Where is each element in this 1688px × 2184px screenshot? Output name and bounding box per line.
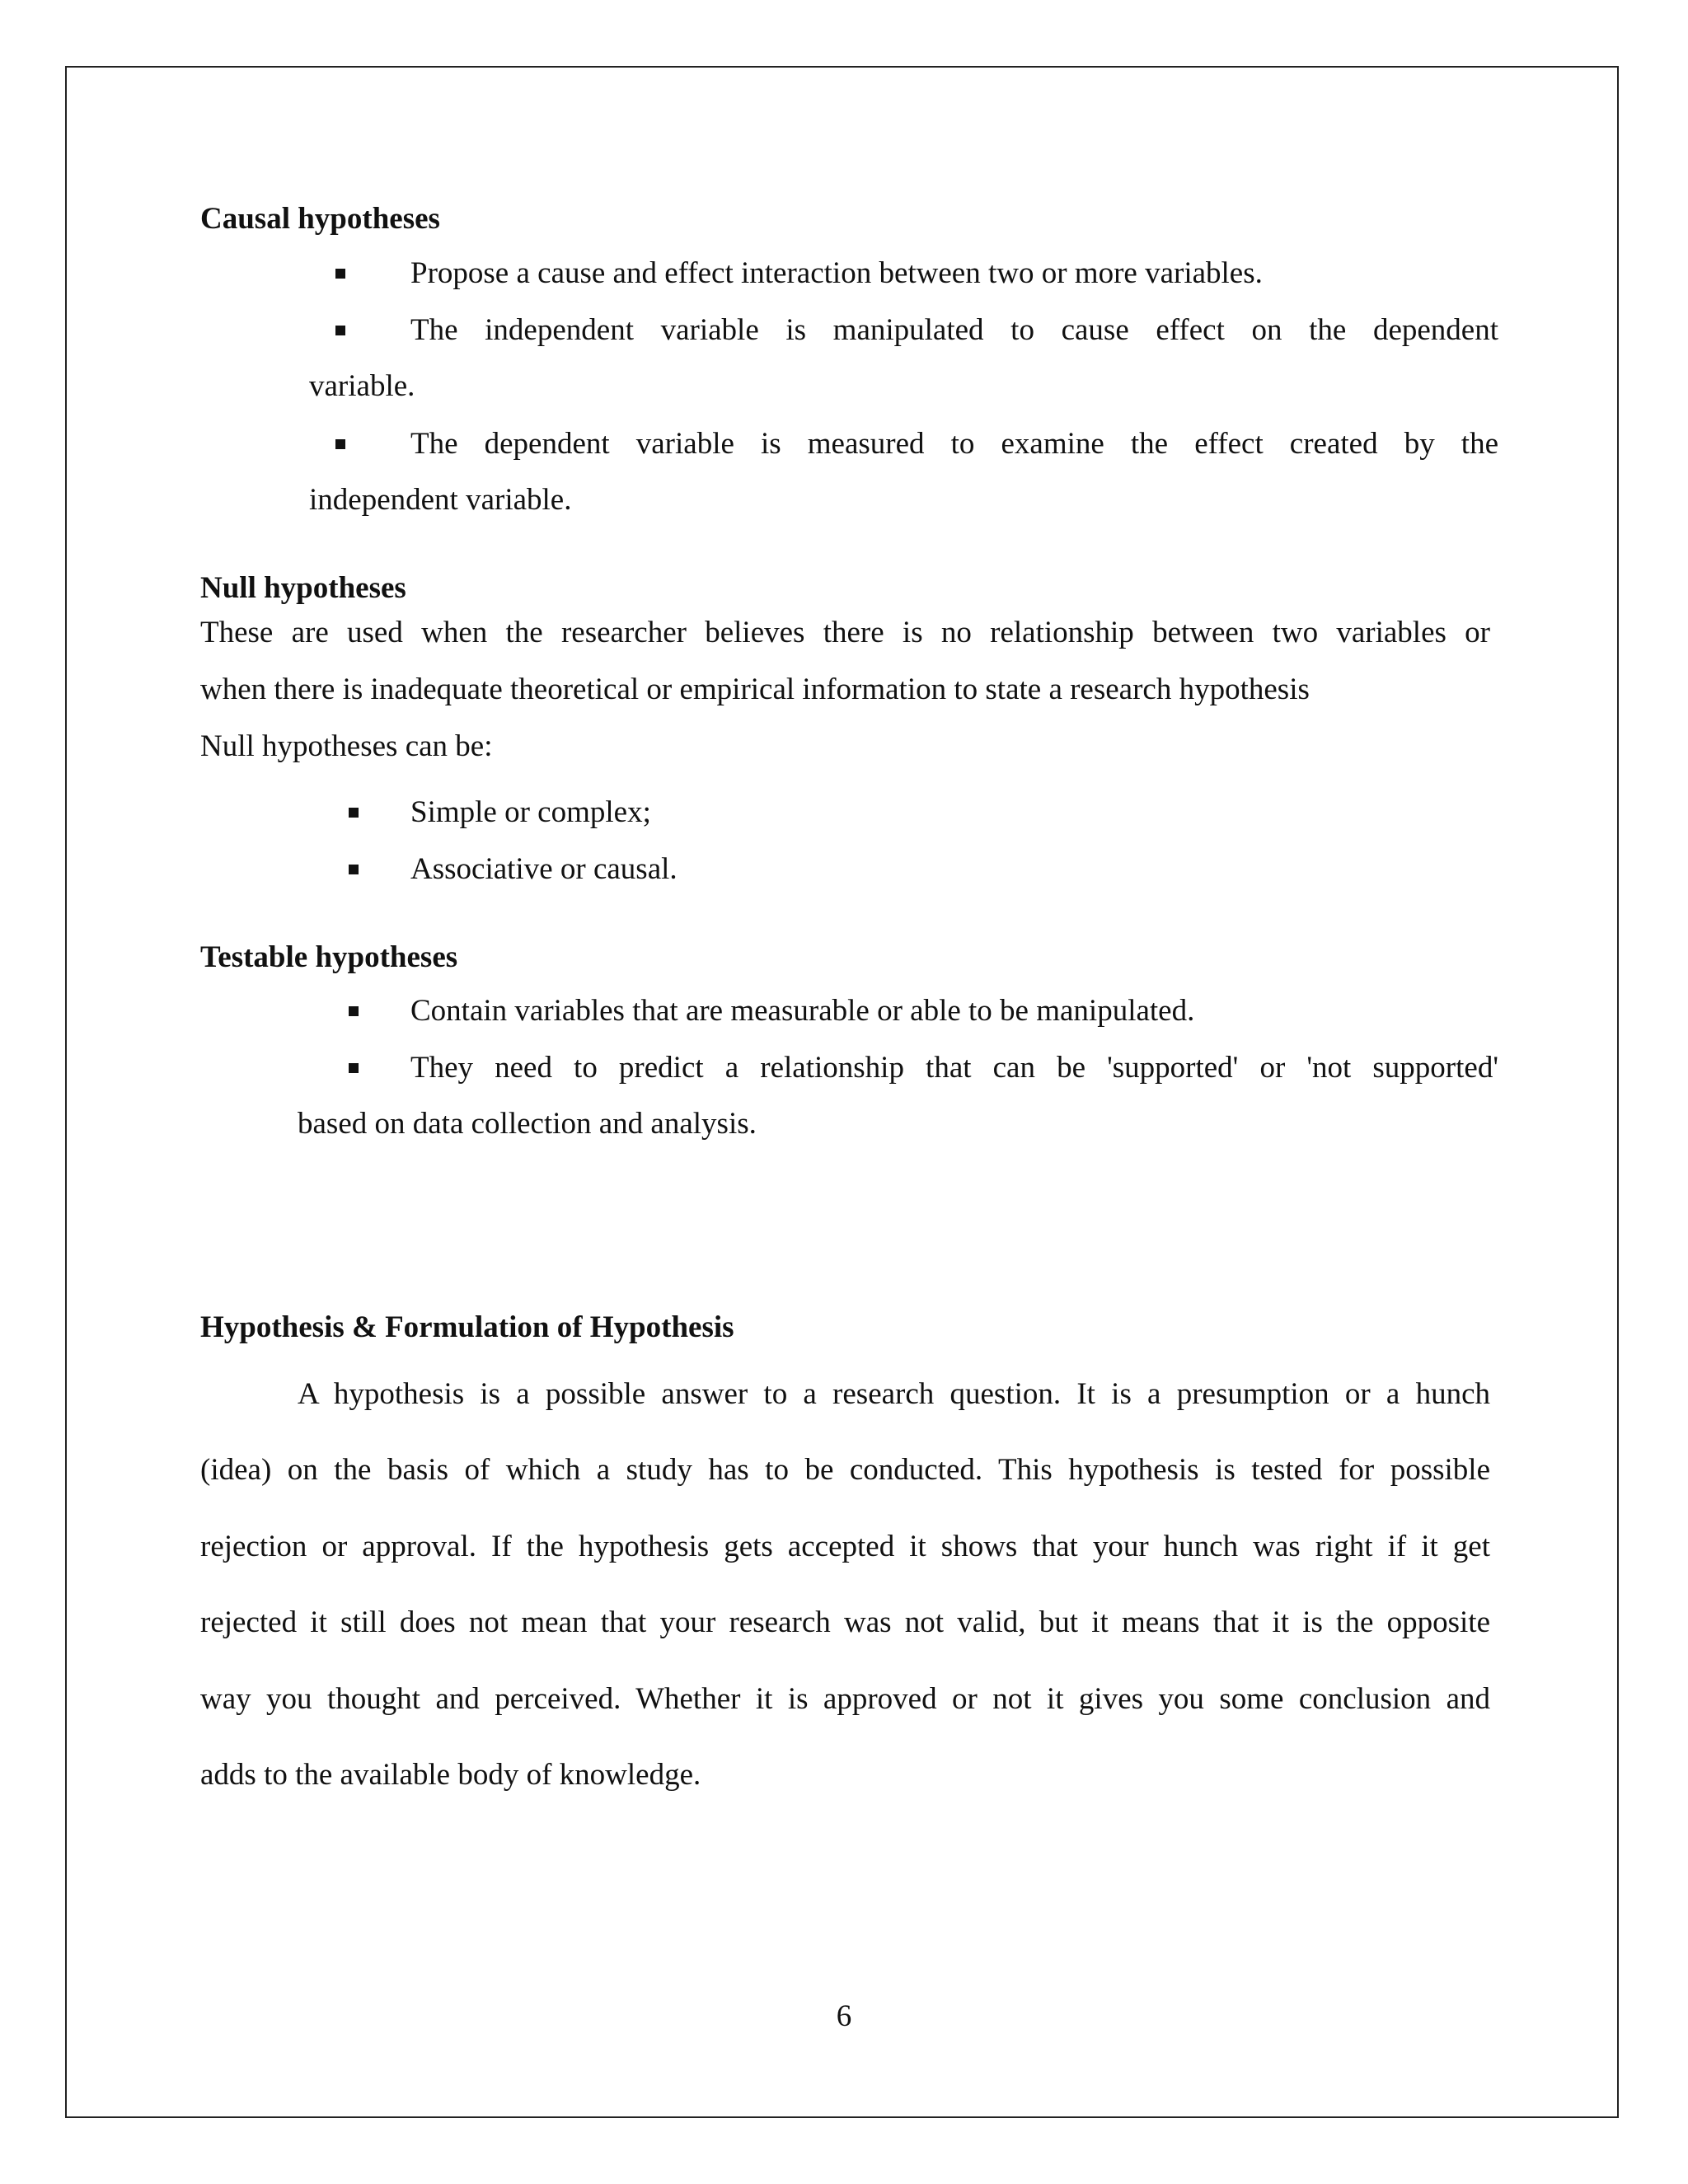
null-bullet-1 bbox=[200, 785, 1490, 841]
bullet-marker bbox=[349, 1063, 359, 1073]
bullet-marker bbox=[335, 326, 345, 335]
null-heading: Null hypotheses bbox=[200, 571, 406, 605]
null-bullet-1-text: Simple or complex; bbox=[410, 795, 651, 829]
testable-heading: Testable hypotheses bbox=[200, 940, 458, 974]
testable-bullet-2 bbox=[200, 1040, 1498, 1152]
causal-bullet-3 bbox=[200, 416, 1498, 528]
bullet-marker bbox=[349, 1006, 359, 1016]
causal-bullet-3-text: The dependent variable is measured to examine the effect created by the bbox=[410, 427, 1498, 461]
testable-bullet-2-wrap: based on data collection and analysis. bbox=[298, 1107, 757, 1141]
testable-bullet-1 bbox=[200, 983, 1490, 1039]
null-bullet-2-text: Associative or causal. bbox=[410, 852, 678, 886]
causal-bullet-3-wrap: independent variable. bbox=[309, 483, 572, 517]
bullet-marker bbox=[335, 439, 345, 449]
bullet-marker bbox=[335, 269, 345, 279]
null-paragraph-line: when there is inadequate theoretical or empirical information to state a research hypothesis bbox=[200, 673, 1310, 706]
formulation-paragraph-line: way you thought and perceived. Whether it is approved or not it gives you some conclusion and bbox=[200, 1682, 1490, 1716]
null-paragraph-line: These are used when the researcher believes there is no relationship between two variables or bbox=[200, 616, 1490, 649]
null-can-be: Null hypotheses can be: bbox=[200, 729, 493, 763]
causal-bullet-1-text: Propose a cause and effect interaction between two or more variables. bbox=[410, 256, 1263, 290]
causal-bullet-2 bbox=[200, 302, 1498, 415]
formulation-paragraph-line: A hypothesis is a possible answer to a research question. It is a presumption or a hunch bbox=[298, 1377, 1490, 1411]
testable-bullet-2-text: They need to predict a relationship that can be 'supported' or 'not supported' bbox=[410, 1051, 1498, 1085]
page-number: 6 bbox=[836, 1999, 852, 2033]
formulation-paragraph-line: rejection or approval. If the hypothesis gets accepted it shows that your hunch was right if it get bbox=[200, 1530, 1490, 1563]
causal-bullet-2-text: The independent variable is manipulated to cause effect on the dependent bbox=[410, 313, 1498, 347]
null-bullet-2 bbox=[200, 841, 1490, 898]
bullet-marker bbox=[349, 865, 359, 874]
formulation-paragraph-line: adds to the available body of knowledge. bbox=[200, 1758, 701, 1792]
causal-heading: Causal hypotheses bbox=[200, 202, 440, 236]
causal-bullet-2-wrap: variable. bbox=[309, 369, 415, 403]
causal-bullet-1 bbox=[200, 246, 1490, 302]
formulation-paragraph-line: rejected it still does not mean that your research was not valid, but it means that it is the opposite bbox=[200, 1605, 1490, 1639]
testable-bullet-1-text: Contain variables that are measurable or able to be manipulated. bbox=[410, 994, 1195, 1028]
formulation-heading: Hypothesis & Formulation of Hypothesis bbox=[200, 1310, 734, 1344]
bullet-marker bbox=[349, 808, 359, 818]
formulation-paragraph-line: (idea) on the basis of which a study has to be conducted. This hypothesis is tested for possible bbox=[200, 1453, 1490, 1487]
